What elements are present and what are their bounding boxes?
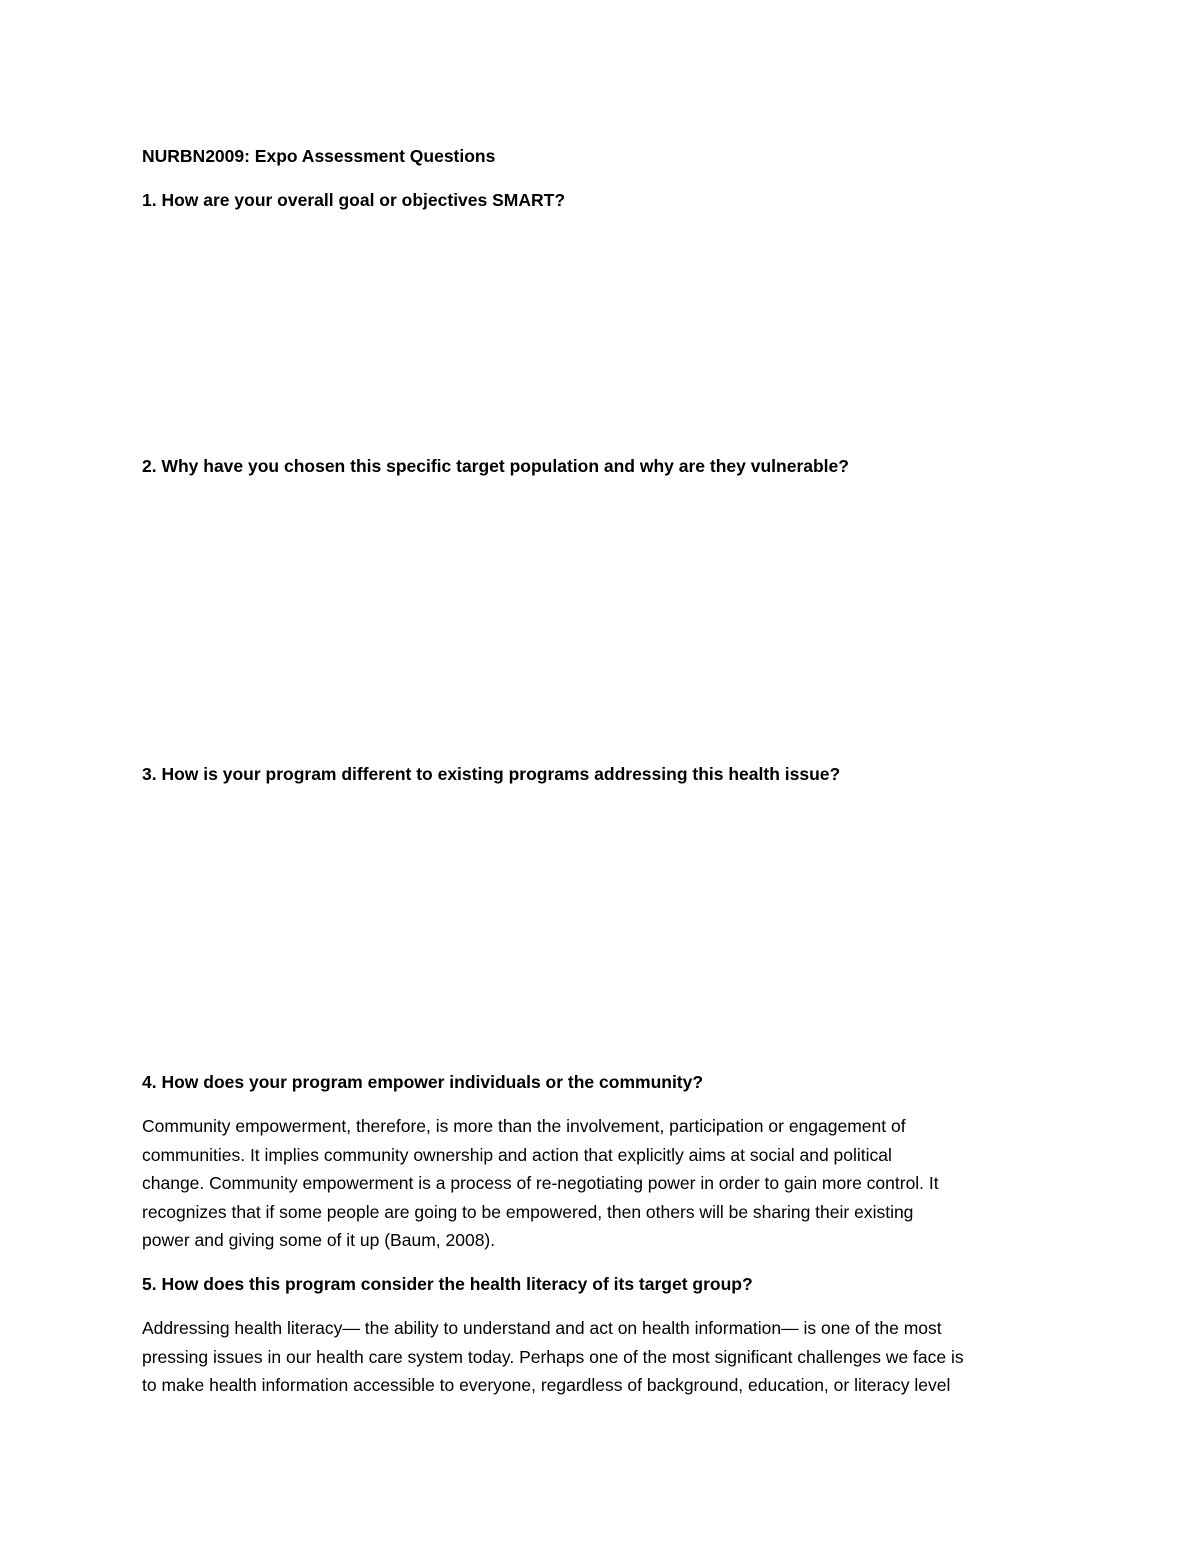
question-1: 1. How are your overall goal or objectives SMART? [142,190,566,210]
answer-4-line: communities. It implies community ownership and action that explicitly aims at social and political [142,1144,892,1165]
question-5: 5. How does this program consider the health literacy of its target group? [142,1274,753,1294]
answer-4-line: power and giving some of it up (Baum, 2008). [142,1230,496,1250]
question-3: 3. How is your program different to existing programs addressing this health issue? [142,764,841,784]
answer-5-paragraph [142,1314,964,1400]
answer-4-line: change. Community empowerment is a process of re-negotiating power in order to gain more control. It [142,1173,939,1193]
document-title: NURBN2009: Expo Assessment Questions [142,146,496,166]
answer-4-line: recognizes that if some people are going to be empowered, then others will be sharing their existing [142,1201,914,1222]
answer-5-line: Addressing health literacy— the ability to understand and act on health information— is one of the most [142,1318,942,1338]
answer-4-line: Community empowerment, therefore, is more than the involvement, participation or engagement of [142,1116,906,1136]
answer-5-line: to make health information accessible to everyone, regardless of background, education, or literacy level [142,1375,951,1395]
answer-5-line: pressing issues in our health care system today. Perhaps one of the most significant challenges we face is [142,1346,964,1367]
question-4: 4. How does your program empower individuals or the community? [142,1072,704,1092]
answer-4-paragraph [142,1112,939,1255]
question-2: 2. Why have you chosen this specific target population and why are they vulnerable? [142,456,849,476]
